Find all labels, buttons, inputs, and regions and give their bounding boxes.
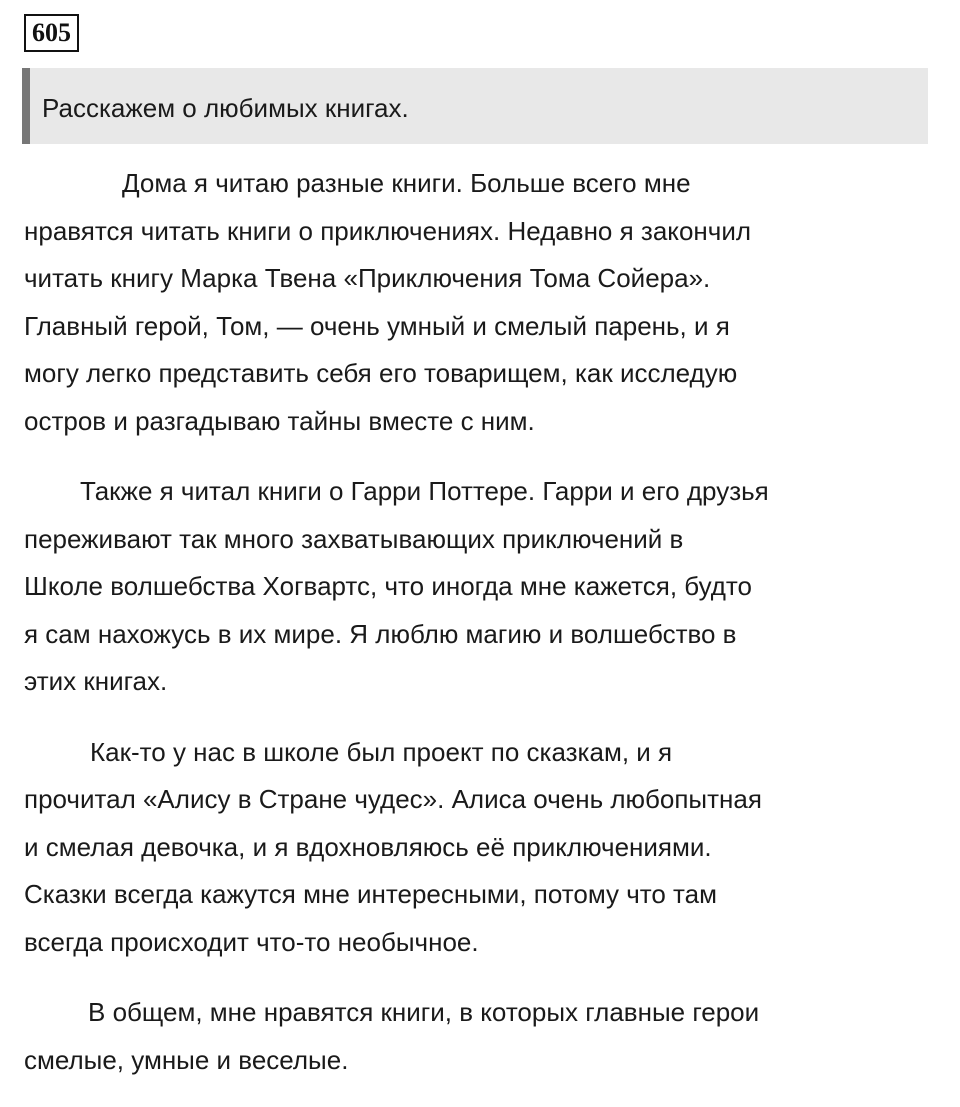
text-line: Главный герой, Том, — очень умный и смелый парень, и я [24, 310, 730, 341]
text-line: я сам нахожусь в их мире. Я люблю магию и волшебство в [24, 618, 737, 649]
task-banner [22, 68, 928, 144]
text-line: Сказки всегда кажутся мне интересными, потому что там [24, 879, 718, 909]
essay-text [24, 160, 944, 1107]
paragraph-3 [24, 729, 944, 967]
text-line: Также я читал книги о Гарри Поттере. Гарри и его друзья [80, 476, 769, 506]
text-line: прочитал «Алису в Стране чудес». Алиса очень любопытная [24, 784, 762, 814]
text-line: остров и разгадываю тайны вместе с ним. [24, 405, 535, 436]
text-line: могу легко представить себя его товарищем, как исследую [24, 358, 738, 388]
text-line: Как-то у нас в школе был проект по сказкам, и я [90, 736, 673, 767]
exercise-number: 605 [24, 14, 79, 52]
text-line: читать книгу Марка Твена «Приключения Тома Сойера». [24, 263, 711, 293]
paragraph-2 [24, 468, 944, 706]
text-line: переживают так много захватывающих приключений в [24, 523, 684, 554]
text-line: Школе волшебства Хогвартс, что иногда мне кажется, будто [24, 571, 752, 601]
text-line: Дома я читаю разные книги. Больше всего мне [122, 168, 691, 198]
paragraph-1 [24, 160, 944, 445]
text-line: смелые, умные и веселые. [24, 1044, 349, 1075]
text-line: этих книгах. [24, 666, 168, 696]
text-line: всегда происходит что-то необычное. [24, 926, 479, 957]
text-line: нравятся читать книги о приключениях. Недавно я закончил [24, 215, 752, 246]
text-line: В общем, мне нравятся книги, в которых главные герои [88, 997, 760, 1027]
text-line: и смелая девочка, и я вдохновляюсь её приключениями. [24, 831, 712, 862]
task-title: Расскажем о любимых книгах. [42, 93, 409, 123]
